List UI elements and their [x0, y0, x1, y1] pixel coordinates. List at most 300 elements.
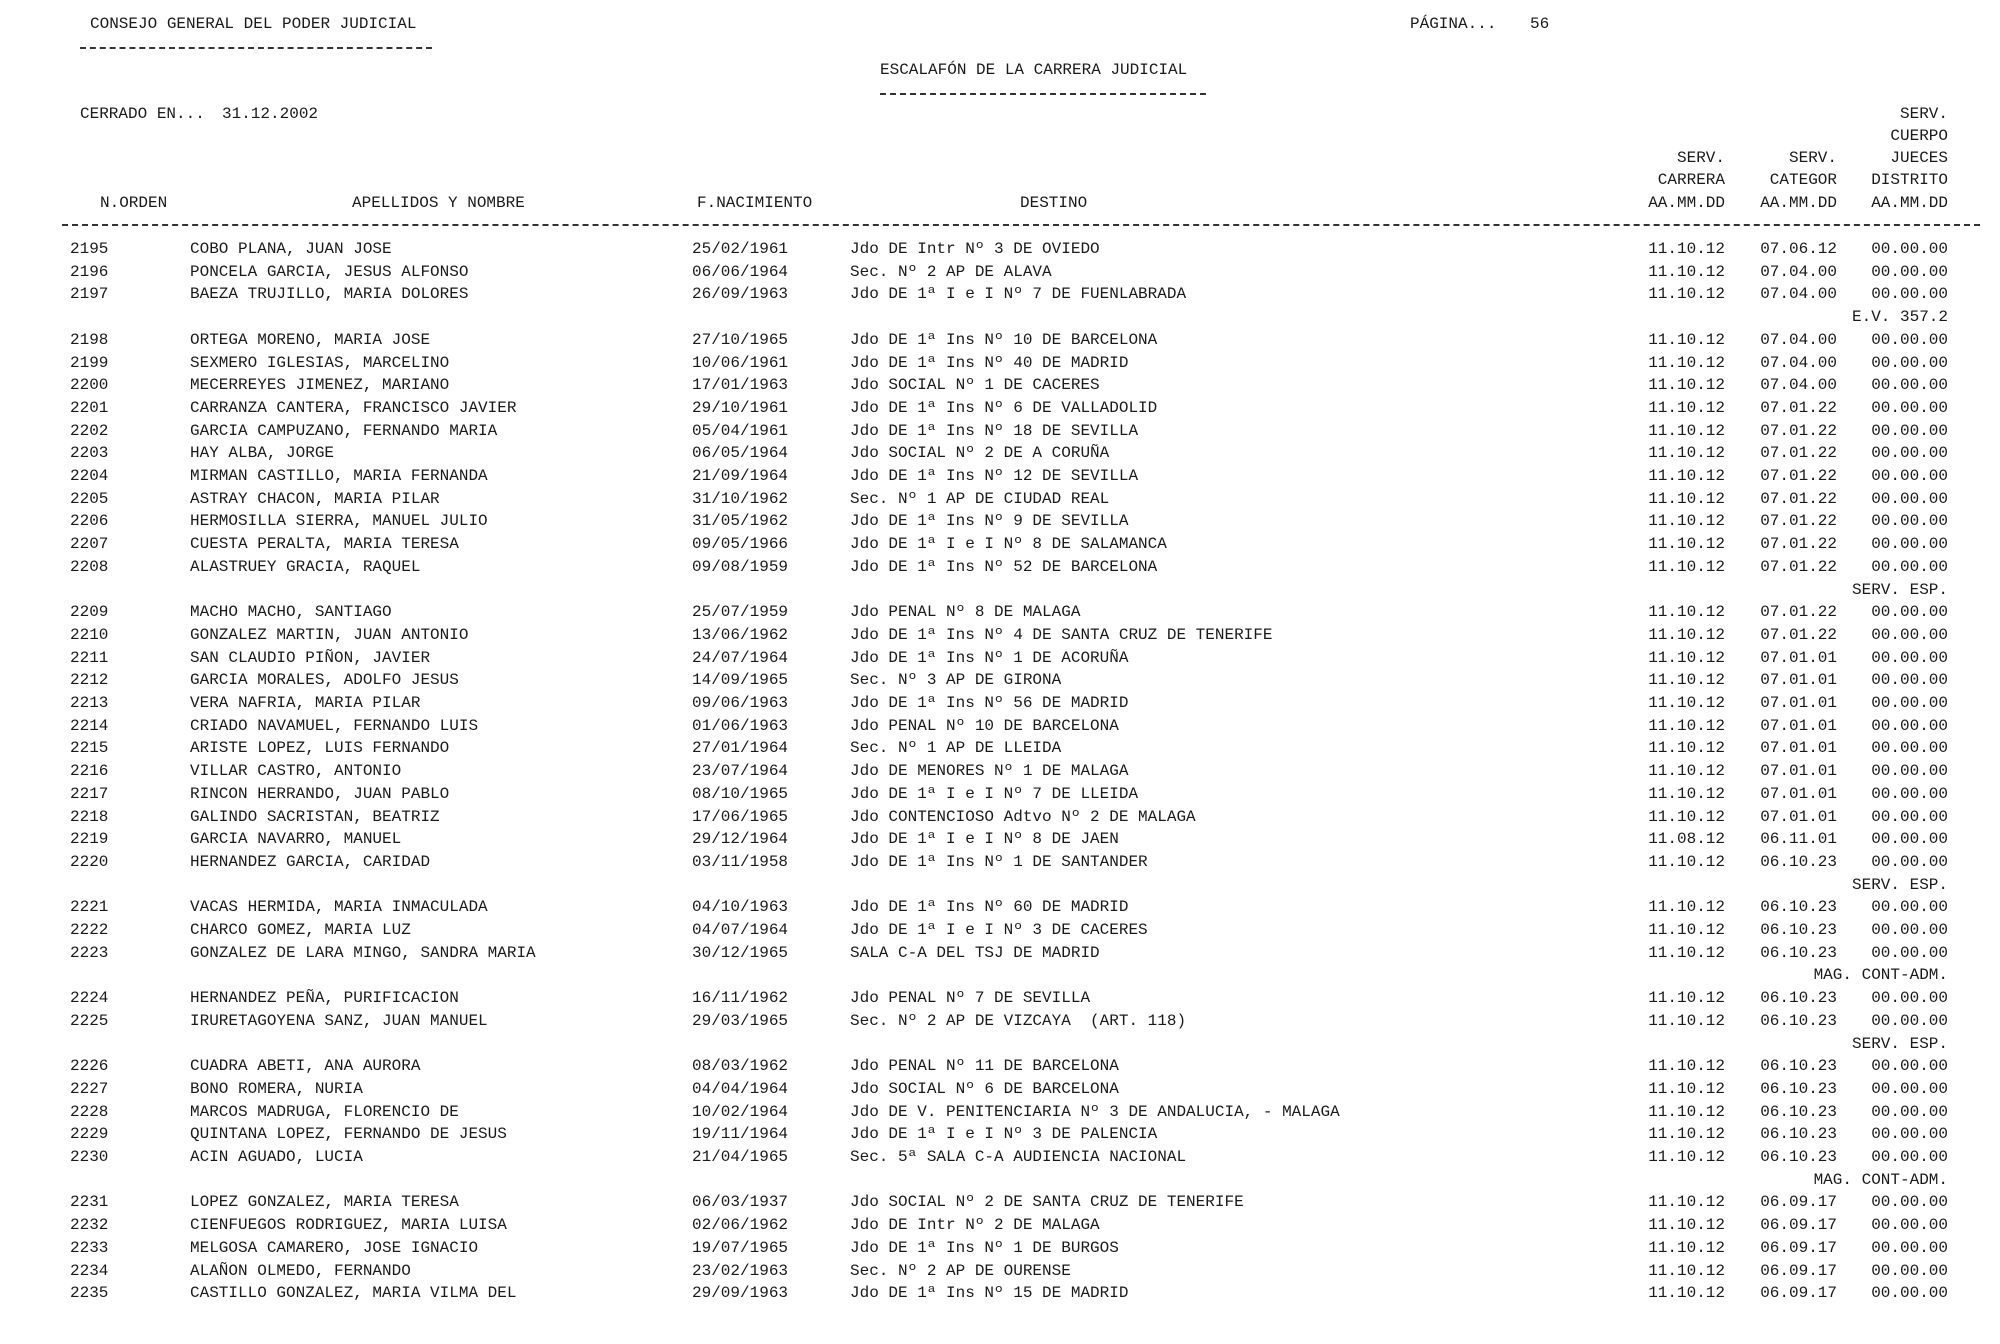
orden-number: 2227: [70, 1079, 109, 1098]
destination: Jdo DE 1ª Ins Nº 12 DE SEVILLA: [850, 467, 1139, 485]
header-carrera-1: SERV.: [1676, 149, 1725, 167]
destination: Jdo DE 1ª Ins Nº 4 DE SANTA CRUZ DE TENERIFE: [850, 625, 1273, 644]
birth-date: 29/03/1965: [692, 1011, 789, 1030]
header-distrito-3: JUECES: [1890, 149, 1948, 167]
destination: Sec. 5ª SALA C-A AUDIENCIA NACIONAL: [850, 1148, 1187, 1166]
orden-number: 2199: [70, 353, 109, 372]
serv-carrera: 11.10.12: [1648, 694, 1725, 712]
serv-carrera: 11.10.12: [1648, 444, 1725, 463]
serv-carrera: 11.10.12: [1648, 1102, 1725, 1121]
destination: Jdo PENAL Nº 8 DE MALAGA: [850, 603, 1081, 622]
orden-number: 2214: [70, 716, 109, 735]
serv-carrera: 11.10.12: [1648, 625, 1725, 644]
serv-categor: 07.04.00: [1760, 376, 1837, 395]
serv-categor: 06.11.01: [1760, 830, 1837, 849]
serv-distrito: 00.00.00: [1871, 421, 1948, 440]
destination: Jdo DE 1ª Ins Nº 9 DE SEVILLA: [850, 512, 1129, 531]
serv-distrito: 00.00.00: [1871, 512, 1948, 531]
serv-categor: 06.10.23: [1760, 1102, 1837, 1121]
orden-number: 2208: [70, 557, 109, 576]
birth-date: 08/03/1962: [692, 1057, 789, 1076]
serv-distrito: 00.00.00: [1871, 716, 1948, 735]
serv-categor: 07.04.00: [1760, 262, 1837, 281]
orden-number: 2207: [70, 535, 109, 554]
destination: Jdo DE 1ª I e I Nº 7 DE LLEIDA: [850, 784, 1139, 803]
destination: Jdo DE Intr Nº 3 DE OVIEDO: [850, 240, 1100, 258]
serv-distrito: 00.00.00: [1871, 648, 1948, 667]
birth-date: 09/08/1959: [692, 557, 789, 576]
destination: Jdo DE 1ª Ins Nº 1 DE BURGOS: [850, 1238, 1119, 1257]
orden-number: 2232: [70, 1216, 109, 1235]
person-name: BAEZA TRUJILLO, MARIA DOLORES: [190, 285, 469, 304]
serv-categor: 07.01.22: [1760, 421, 1837, 440]
orden-number: 2200: [70, 376, 109, 395]
orden-number: 2197: [70, 285, 109, 304]
person-name: GONZALEZ DE LARA MINGO, SANDRA MARIA: [190, 943, 536, 962]
note-text: SERV. ESP.: [1851, 1034, 1948, 1053]
serv-categor: 07.04.00: [1760, 353, 1837, 372]
serv-categor: 07.01.22: [1760, 398, 1837, 417]
serv-distrito: 00.00.00: [1871, 1148, 1948, 1166]
serv-categor: 07.01.01: [1760, 716, 1837, 735]
serv-categor: 07.04.00: [1760, 330, 1837, 349]
destination: Jdo DE Intr Nº 2 DE MALAGA: [850, 1216, 1100, 1235]
birth-date: 09/06/1963: [692, 694, 789, 712]
header-carrera-3: AA.MM.DD: [1648, 194, 1725, 212]
serv-carrera: 11.10.12: [1648, 398, 1725, 417]
destination: Jdo DE MENORES Nº 1 DE MALAGA: [850, 762, 1129, 781]
orden-number: 2215: [70, 739, 109, 758]
serv-categor: 06.10.23: [1760, 898, 1837, 917]
person-name: PONCELA GARCIA, JESUS ALFONSO: [190, 262, 469, 281]
birth-date: 06/06/1964: [692, 262, 789, 281]
serv-distrito: 00.00.00: [1871, 240, 1948, 258]
header-categor-1: SERV.: [1788, 149, 1837, 167]
header-distrito-5: AA.MM.DD: [1871, 194, 1948, 212]
person-name: CIENFUEGOS RODRIGUEZ, MARIA LUISA: [190, 1216, 507, 1235]
serv-carrera: 11.10.12: [1648, 852, 1725, 871]
serv-categor: 07.01.01: [1760, 739, 1837, 758]
person-name: HAY ALBA, JORGE: [190, 444, 335, 463]
serv-categor: 07.01.22: [1760, 625, 1837, 644]
person-name: CRIADO NAVAMUEL, FERNANDO LUIS: [190, 716, 479, 735]
person-name: SEXMERO IGLESIAS, MARCELINO: [190, 353, 450, 372]
person-name: ACIN AGUADO, LUCIA: [190, 1148, 363, 1166]
serv-carrera: 11.10.12: [1648, 535, 1725, 554]
orden-number: 2234: [70, 1261, 109, 1280]
orden-number: 2223: [70, 943, 109, 962]
header-distrito-1: SERV.: [1899, 105, 1948, 123]
serv-carrera: 11.10.12: [1648, 921, 1725, 939]
header-orden: N.ORDEN: [100, 194, 168, 212]
destination: Jdo DE 1ª Ins Nº 40 DE MADRID: [850, 353, 1129, 372]
header-nombre: APELLIDOS Y NOMBRE: [352, 194, 525, 212]
person-name: MIRMAN CASTILLO, MARIA FERNANDA: [190, 467, 488, 485]
birth-date: 24/07/1964: [692, 648, 789, 667]
serv-carrera: 11.10.12: [1648, 716, 1725, 735]
serv-categor: 07.01.01: [1760, 784, 1837, 803]
serv-carrera: 11.10.12: [1648, 898, 1725, 917]
serv-categor: 07.01.22: [1760, 557, 1837, 576]
orden-number: 2203: [70, 444, 109, 463]
serv-categor: 06.09.17: [1760, 1216, 1837, 1235]
header-carrera-2: CARRERA: [1657, 171, 1725, 189]
serv-carrera: 11.10.12: [1648, 989, 1725, 1008]
birth-date: 27/10/1965: [692, 330, 789, 349]
destination: Jdo PENAL Nº 10 DE BARCELONA: [850, 716, 1119, 735]
serv-distrito: 00.00.00: [1871, 1284, 1948, 1303]
serv-distrito: 00.00.00: [1871, 1125, 1948, 1144]
person-name: MACHO MACHO, SANTIAGO: [190, 603, 392, 622]
birth-date: 08/10/1965: [692, 784, 789, 803]
destination: Jdo PENAL Nº 7 DE SEVILLA: [850, 989, 1091, 1008]
birth-date: 04/10/1963: [692, 898, 789, 917]
destination: Jdo SOCIAL Nº 6 DE BARCELONA: [850, 1079, 1119, 1098]
serv-carrera: 11.10.12: [1648, 376, 1725, 395]
serv-carrera: 11.10.12: [1648, 1261, 1725, 1280]
serv-distrito: 00.00.00: [1871, 694, 1948, 712]
serv-carrera: 11.10.12: [1648, 1148, 1725, 1166]
header-distrito-2: CUERPO: [1890, 127, 1948, 145]
serv-distrito: 00.00.00: [1871, 1079, 1948, 1098]
birth-date: 19/07/1965: [692, 1238, 789, 1257]
serv-categor: 07.01.01: [1760, 671, 1837, 690]
serv-distrito: 00.00.00: [1871, 398, 1948, 417]
serv-categor: 06.10.23: [1760, 943, 1837, 962]
serv-distrito: 00.00.00: [1871, 739, 1948, 758]
serv-distrito: 00.00.00: [1871, 762, 1948, 781]
person-name: SAN CLAUDIO PIÑON, JAVIER: [190, 648, 431, 667]
birth-date: 02/06/1962: [692, 1216, 789, 1235]
person-name: GARCIA CAMPUZANO, FERNANDO MARIA: [190, 421, 498, 440]
orden-number: 2235: [70, 1284, 109, 1303]
serv-categor: 07.06.12: [1760, 240, 1837, 258]
serv-carrera: 11.10.12: [1648, 1238, 1725, 1257]
serv-distrito: 00.00.00: [1871, 943, 1948, 962]
header-destino: DESTINO: [1020, 194, 1088, 212]
orden-number: 2196: [70, 262, 109, 281]
birth-date: 17/06/1965: [692, 807, 789, 826]
birth-date: 14/09/1965: [692, 671, 789, 690]
serv-distrito: 00.00.00: [1871, 603, 1948, 622]
serv-distrito: 00.00.00: [1871, 467, 1948, 485]
birth-date: 03/11/1958: [692, 852, 789, 871]
destination: Jdo DE 1ª Ins Nº 18 DE SEVILLA: [850, 421, 1139, 440]
destination: Sec. Nº 3 AP DE GIRONA: [850, 671, 1062, 690]
header-categor-2: CATEGOR: [1769, 171, 1837, 189]
birth-date: 06/05/1964: [692, 444, 789, 463]
serv-carrera: 11.10.12: [1648, 943, 1725, 962]
serv-distrito: 00.00.00: [1871, 784, 1948, 803]
orden-number: 2206: [70, 512, 109, 531]
divider: [880, 93, 1206, 95]
destination: Jdo DE 1ª I e I Nº 7 DE FUENLABRADA: [850, 285, 1187, 304]
birth-date: 26/09/1963: [692, 285, 789, 304]
serv-categor: 07.04.00: [1760, 285, 1837, 304]
person-name: HERNANDEZ PEÑA, PURIFICACION: [190, 989, 459, 1008]
birth-date: 06/03/1937: [692, 1193, 789, 1212]
orden-number: 2217: [70, 784, 109, 803]
destination: Sec. Nº 2 AP DE VIZCAYA (ART. 118): [850, 1011, 1187, 1030]
destination: Jdo PENAL Nº 11 DE BARCELONA: [850, 1057, 1119, 1076]
birth-date: 27/01/1964: [692, 739, 789, 758]
birth-date: 31/05/1962: [692, 512, 789, 531]
destination: Sec. Nº 1 AP DE LLEIDA: [850, 739, 1062, 758]
serv-categor: 07.01.01: [1760, 694, 1837, 712]
orden-number: 2195: [70, 240, 109, 258]
serv-categor: 07.01.01: [1760, 807, 1837, 826]
destination: Jdo DE 1ª Ins Nº 1 DE ACORUÑA: [850, 648, 1129, 667]
orden-number: 2198: [70, 330, 109, 349]
person-name: BONO ROMERA, NURIA: [190, 1079, 363, 1098]
orden-number: 2231: [70, 1193, 109, 1212]
serv-distrito: 00.00.00: [1871, 1261, 1948, 1280]
serv-distrito: 00.00.00: [1871, 330, 1948, 349]
birth-date: 04/07/1964: [692, 921, 789, 939]
note-text: E.V. 357.2: [1851, 308, 1948, 327]
header-categor-3: AA.MM.DD: [1760, 194, 1837, 212]
person-name: VERA NAFRIA, MARIA PILAR: [190, 694, 421, 712]
person-name: ORTEGA MORENO, MARIA JOSE: [190, 330, 431, 349]
serv-distrito: 00.00.00: [1871, 625, 1948, 644]
orden-number: 2220: [70, 852, 109, 871]
note-text: MAG. CONT-ADM.: [1813, 966, 1948, 985]
closed-label: CERRADO EN...: [80, 105, 205, 123]
serv-distrito: 00.00.00: [1871, 376, 1948, 395]
header-distrito-4: DISTRITO: [1871, 171, 1948, 189]
birth-date: 29/10/1961: [692, 398, 789, 417]
orden-number: 2202: [70, 421, 109, 440]
serv-carrera: 11.10.12: [1648, 1011, 1725, 1030]
birth-date: 13/06/1962: [692, 625, 789, 644]
person-name: CASTILLO GONZALEZ, MARIA VILMA DEL: [190, 1284, 517, 1303]
serv-carrera: 11.10.12: [1648, 489, 1725, 508]
serv-distrito: 00.00.00: [1871, 1193, 1948, 1212]
destination: Jdo SOCIAL Nº 2 DE A CORUÑA: [850, 444, 1110, 463]
birth-date: 10/02/1964: [692, 1102, 789, 1121]
serv-categor: 07.01.22: [1760, 444, 1837, 463]
orden-number: 2221: [70, 898, 109, 917]
orden-number: 2213: [70, 694, 109, 712]
orden-number: 2211: [70, 648, 109, 667]
serv-carrera: 11.10.12: [1648, 330, 1725, 349]
person-name: GALINDO SACRISTAN, BEATRIZ: [190, 807, 440, 826]
serv-distrito: 00.00.00: [1871, 807, 1948, 826]
orden-number: 2228: [70, 1102, 109, 1121]
person-name: VILLAR CASTRO, ANTONIO: [190, 762, 402, 781]
orden-number: 2226: [70, 1057, 109, 1076]
serv-carrera: 11.10.12: [1648, 1125, 1725, 1144]
divider: [80, 47, 432, 49]
destination: Sec. Nº 1 AP DE CIUDAD REAL: [850, 489, 1110, 508]
orden-number: 2219: [70, 830, 109, 849]
destination: Jdo SOCIAL Nº 1 DE CACERES: [850, 376, 1100, 395]
birth-date: 21/04/1965: [692, 1148, 789, 1166]
destination: Jdo DE 1ª Ins Nº 15 DE MADRID: [850, 1284, 1129, 1303]
organization-name: CONSEJO GENERAL DEL PODER JUDICIAL: [90, 15, 417, 33]
serv-carrera: 11.10.12: [1648, 603, 1725, 622]
serv-carrera: 11.10.12: [1648, 421, 1725, 440]
birth-date: 23/07/1964: [692, 762, 789, 781]
destination: Jdo DE 1ª Ins Nº 6 DE VALLADOLID: [850, 398, 1158, 417]
serv-distrito: 00.00.00: [1871, 535, 1948, 554]
serv-carrera: 11.10.12: [1648, 1216, 1725, 1235]
destination: Jdo DE 1ª Ins Nº 1 DE SANTANDER: [850, 852, 1148, 871]
serv-categor: 06.09.17: [1760, 1284, 1837, 1303]
person-name: HERNANDEZ GARCIA, CARIDAD: [190, 852, 431, 871]
serv-distrito: 00.00.00: [1871, 444, 1948, 463]
birth-date: 21/09/1964: [692, 467, 789, 485]
person-name: CUESTA PERALTA, MARIA TERESA: [190, 535, 459, 554]
serv-carrera: 11.10.12: [1648, 240, 1725, 258]
orden-number: 2225: [70, 1011, 109, 1030]
serv-carrera: 11.08.12: [1648, 830, 1725, 849]
person-name: ARISTE LOPEZ, LUIS FERNANDO: [190, 739, 450, 758]
serv-categor: 07.01.22: [1760, 603, 1837, 622]
serv-carrera: 11.10.12: [1648, 807, 1725, 826]
birth-date: 17/01/1963: [692, 376, 789, 395]
serv-carrera: 11.10.12: [1648, 262, 1725, 281]
serv-carrera: 11.10.12: [1648, 1057, 1725, 1076]
orden-number: 2222: [70, 921, 109, 939]
person-name: MELGOSA CAMARERO, JOSE IGNACIO: [190, 1238, 479, 1257]
orden-number: 2212: [70, 671, 109, 690]
destination: SALA C-A DEL TSJ DE MADRID: [850, 943, 1100, 962]
birth-date: 16/11/1962: [692, 989, 789, 1008]
person-name: RINCON HERRANDO, JUAN PABLO: [190, 784, 450, 803]
person-name: GARCIA NAVARRO, MANUEL: [190, 830, 402, 849]
person-name: LOPEZ GONZALEZ, MARIA TERESA: [190, 1193, 459, 1212]
serv-carrera: 11.10.12: [1648, 784, 1725, 803]
serv-categor: 06.09.17: [1760, 1238, 1837, 1257]
serv-categor: 07.01.01: [1760, 762, 1837, 781]
document-title: ESCALAFÓN DE LA CARRERA JUDICIAL: [880, 61, 1188, 79]
orden-number: 2210: [70, 625, 109, 644]
header-divider: [62, 224, 1980, 226]
serv-categor: 06.10.23: [1760, 1148, 1837, 1166]
destination: Jdo DE 1ª Ins Nº 60 DE MADRID: [850, 898, 1129, 917]
birth-date: 23/02/1963: [692, 1261, 789, 1280]
person-name: CHARCO GOMEZ, MARIA LUZ: [190, 921, 411, 939]
note-text: SERV. ESP.: [1851, 875, 1948, 894]
serv-distrito: 00.00.00: [1871, 1057, 1948, 1076]
orden-number: 2229: [70, 1125, 109, 1144]
page-label: PÁGINA...: [1410, 15, 1497, 33]
serv-distrito: 00.00.00: [1871, 353, 1948, 372]
birth-date: 29/09/1963: [692, 1284, 789, 1303]
destination: Jdo DE 1ª I e I Nº 3 DE CACERES: [850, 921, 1148, 939]
serv-distrito: 00.00.00: [1871, 285, 1948, 304]
serv-distrito: 00.00.00: [1871, 489, 1948, 508]
serv-categor: 06.10.23: [1760, 1057, 1837, 1076]
serv-categor: 06.10.23: [1760, 1079, 1837, 1098]
orden-number: 2216: [70, 762, 109, 781]
orden-number: 2230: [70, 1148, 109, 1166]
birth-date: 29/12/1964: [692, 830, 789, 849]
serv-categor: 06.10.23: [1760, 852, 1837, 871]
page-number: 56: [1530, 15, 1550, 33]
serv-categor: 07.01.01: [1760, 648, 1837, 667]
serv-distrito: 00.00.00: [1871, 1216, 1948, 1235]
destination: Jdo DE 1ª I e I Nº 8 DE SALAMANCA: [850, 535, 1167, 554]
serv-categor: 06.10.23: [1760, 1011, 1837, 1030]
closed-date: 31.12.2002: [222, 105, 319, 123]
serv-distrito: 00.00.00: [1871, 1102, 1948, 1121]
serv-distrito: 00.00.00: [1871, 671, 1948, 690]
destination: Jdo DE 1ª I e I Nº 8 DE JAEN: [850, 830, 1119, 849]
person-name: VACAS HERMIDA, MARIA INMACULADA: [190, 898, 488, 917]
orden-number: 2218: [70, 807, 109, 826]
person-name: MARCOS MADRUGA, FLORENCIO DE: [190, 1102, 459, 1121]
serv-categor: 07.01.22: [1760, 467, 1837, 485]
header-nacimiento: F.NACIMIENTO: [697, 194, 813, 212]
birth-date: 25/07/1959: [692, 603, 789, 622]
person-name: GARCIA MORALES, ADOLFO JESUS: [190, 671, 459, 690]
birth-date: 30/12/1965: [692, 943, 789, 962]
serv-carrera: 11.10.12: [1648, 1079, 1725, 1098]
person-name: COBO PLANA, JUAN JOSE: [190, 240, 392, 258]
serv-distrito: 00.00.00: [1871, 921, 1948, 939]
serv-carrera: 11.10.12: [1648, 285, 1725, 304]
person-name: ALAÑON OLMEDO, FERNANDO: [190, 1261, 411, 1280]
person-name: CUADRA ABETI, ANA AURORA: [190, 1057, 421, 1076]
serv-carrera: 11.10.12: [1648, 467, 1725, 485]
note-text: MAG. CONT-ADM.: [1813, 1170, 1948, 1189]
destination: Jdo CONTENCIOSO Adtvo Nº 2 DE MALAGA: [850, 807, 1196, 826]
serv-categor: 06.10.23: [1760, 921, 1837, 939]
destination: Jdo SOCIAL Nº 2 DE SANTA CRUZ DE TENERIFE: [850, 1193, 1244, 1212]
person-name: QUINTANA LOPEZ, FERNANDO DE JESUS: [190, 1125, 507, 1144]
serv-carrera: 11.10.12: [1648, 557, 1725, 576]
orden-number: 2224: [70, 989, 109, 1008]
serv-categor: 07.01.22: [1760, 512, 1837, 531]
serv-distrito: 00.00.00: [1871, 989, 1948, 1008]
destination: Sec. Nº 2 AP DE OURENSE: [850, 1261, 1071, 1280]
birth-date: 19/11/1964: [692, 1125, 789, 1144]
birth-date: 05/04/1961: [692, 421, 789, 440]
serv-distrito: 00.00.00: [1871, 830, 1948, 849]
serv-distrito: 00.00.00: [1871, 1238, 1948, 1257]
orden-number: 2204: [70, 467, 109, 485]
orden-number: 2209: [70, 603, 109, 622]
serv-distrito: 00.00.00: [1871, 262, 1948, 281]
serv-carrera: 11.10.12: [1648, 1284, 1725, 1303]
destination: Jdo DE 1ª I e I Nº 3 DE PALENCIA: [850, 1125, 1158, 1144]
serv-distrito: 00.00.00: [1871, 852, 1948, 871]
serv-distrito: 00.00.00: [1871, 1011, 1948, 1030]
serv-carrera: 11.10.12: [1648, 512, 1725, 531]
birth-date: 01/06/1963: [692, 716, 789, 735]
person-name: ASTRAY CHACON, MARIA PILAR: [190, 489, 440, 508]
destination: Jdo DE V. PENITENCIARIA Nº 3 DE ANDALUCIA, - MALAGA: [850, 1102, 1340, 1121]
orden-number: 2205: [70, 489, 109, 508]
serv-categor: 06.09.17: [1760, 1261, 1837, 1280]
serv-distrito: 00.00.00: [1871, 898, 1948, 917]
birth-date: 09/05/1966: [692, 535, 789, 554]
destination: Jdo DE 1ª Ins Nº 56 DE MADRID: [850, 694, 1129, 712]
orden-number: 2201: [70, 398, 109, 417]
birth-date: 31/10/1962: [692, 489, 789, 508]
birth-date: 10/06/1961: [692, 353, 789, 372]
birth-date: 25/02/1961: [692, 240, 789, 258]
birth-date: 04/04/1964: [692, 1079, 789, 1098]
destination: Sec. Nº 2 AP DE ALAVA: [850, 262, 1052, 281]
note-text: SERV. ESP.: [1851, 580, 1948, 599]
serv-carrera: 11.10.12: [1648, 671, 1725, 690]
person-name: ALASTRUEY GRACIA, RAQUEL: [190, 557, 421, 576]
person-name: HERMOSILLA SIERRA, MANUEL JULIO: [190, 512, 488, 531]
person-name: CARRANZA CANTERA, FRANCISCO JAVIER: [190, 398, 517, 417]
